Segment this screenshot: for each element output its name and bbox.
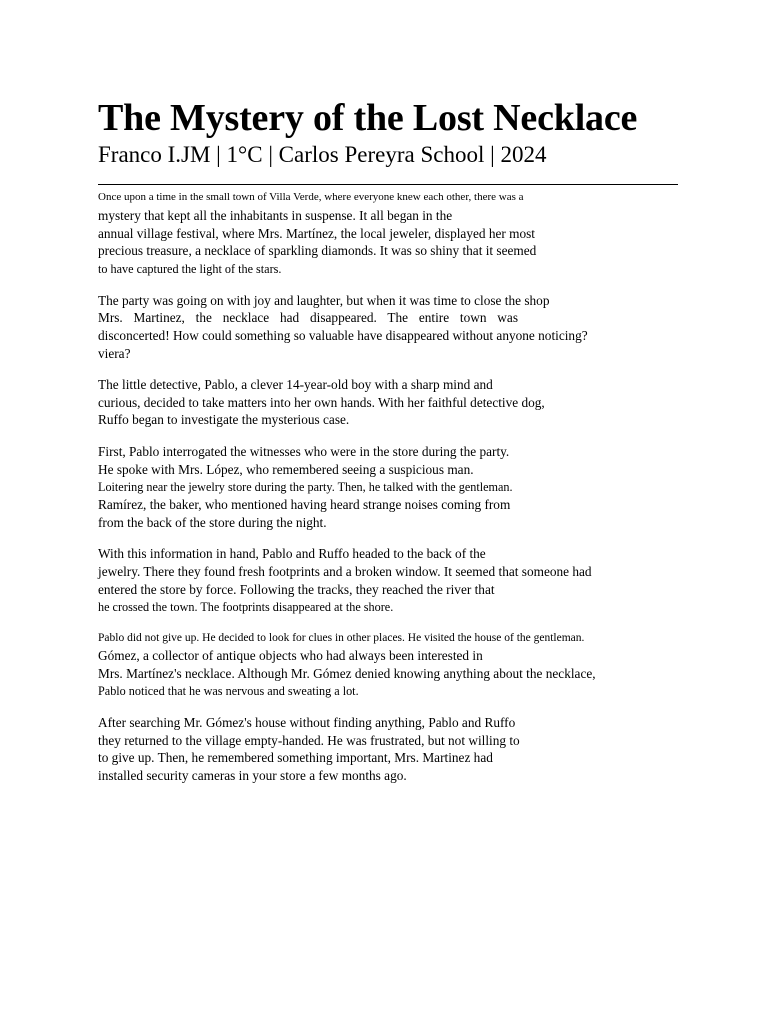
paragraph-6 <box>98 630 678 700</box>
text-line: Pablo noticed that he was nervous and sweating a lot. <box>98 684 359 699</box>
document-title: The Mystery of the Lost Necklace <box>98 97 638 139</box>
text-line: Pablo did not give up. He decided to look for clues in other places. He visited the house of the gentleman. <box>98 632 585 645</box>
text-line: they returned to the village empty-handed. He was frustrated, but not willing to <box>98 732 520 748</box>
paragraph-1 <box>98 187 678 278</box>
text-line: Ruffo began to investigate the mysterious case. <box>98 412 350 428</box>
paragraph-2 <box>98 292 678 362</box>
text-line: Loitering near the jewelry store during the party. Then, he talked with the gentleman. <box>98 480 513 495</box>
text-line: Once upon a time in the small town of Villa Verde, where everyone knew each other, there was a <box>98 191 524 203</box>
paragraph-3 <box>98 376 678 429</box>
text-line: The little detective, Pablo, a clever 14-year-old boy with a sharp mind and <box>98 377 493 393</box>
text-line: After searching Mr. Gómez's house without finding anything, Pablo and Ruffo <box>98 715 516 731</box>
text-line: jewelry. There they found fresh footprints and a broken window. It seemed that someone had <box>98 563 592 579</box>
text-line: Gómez, a collector of antique objects who had always been interested in <box>98 648 483 664</box>
text-line: to give up. Then, he remembered something important, Mrs. Martinez had <box>98 750 493 766</box>
text-line: he crossed the town. The footprints disappeared at the shore. <box>98 600 394 615</box>
text-line: viera? <box>98 345 131 361</box>
paragraph-7 <box>98 714 678 784</box>
text-line: from the back of the store during the night. <box>98 514 327 530</box>
text-line: He spoke with Mrs. López, who remembered seeing a suspicious man. <box>98 461 474 477</box>
text-line: to have captured the light of the stars. <box>98 261 282 276</box>
document-subtitle: Franco I.JM | 1°C | Carlos Pereyra School | 2024 <box>98 142 547 167</box>
text-line: annual village festival, where Mrs. Martínez, the local jeweler, displayed her most <box>98 225 536 241</box>
text-line: curious, decided to take matters into her own hands. With her faithful detective dog, <box>98 394 545 410</box>
text-line: Mrs. Martinez, the necklace had disappeared. The entire town was <box>98 310 518 326</box>
text-line: Ramírez, the baker, who mentioned having heard strange noises coming from <box>98 497 511 513</box>
paragraph-4 <box>98 443 678 531</box>
text-line: mystery that kept all the inhabitants in suspense. It all began in the <box>98 208 453 223</box>
text-line: Mrs. Martínez's necklace. Although Mr. Gómez denied knowing anything about the necklace, <box>98 665 596 681</box>
text-line: installed security cameras in your store a few months ago. <box>98 768 407 784</box>
text-line: precious treasure, a necklace of sparkling diamonds. It was so shiny that it seemed <box>98 243 537 259</box>
text-line: The party was going on with joy and laughter, but when it was time to close the shop <box>98 292 550 308</box>
text-line: entered the store by force. Following the tracks, they reached the river that <box>98 581 495 597</box>
title-divider <box>98 184 678 185</box>
text-line: disconcerted! How could something so valuable have disappeared without anyone noticing? <box>98 327 588 343</box>
text-line: First, Pablo interrogated the witnesses who were in the store during the party. <box>98 443 510 459</box>
text-line: With this information in hand, Pablo and Ruffo headed to the back of the <box>98 546 486 562</box>
paragraph-5 <box>98 545 678 616</box>
